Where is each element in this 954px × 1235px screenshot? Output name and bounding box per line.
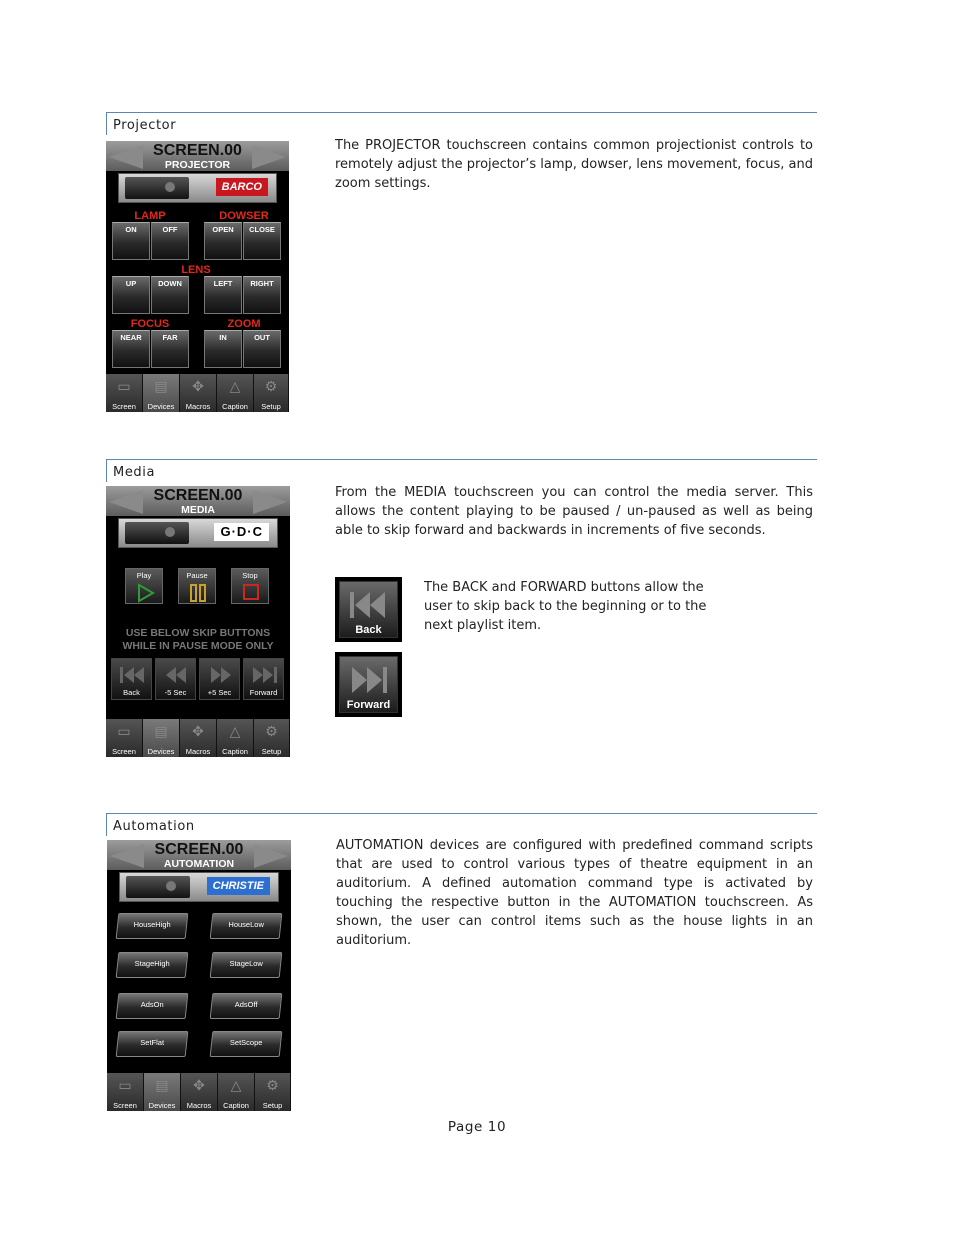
tab-screen[interactable]: ▭ Screen bbox=[107, 1073, 144, 1111]
lens-up-button[interactable]: UP bbox=[112, 276, 150, 314]
zoom-out-button[interactable]: OUT bbox=[243, 330, 281, 368]
ads-on-button[interactable]: AdsOn bbox=[116, 993, 189, 1019]
tab-caption[interactable]: △ Caption bbox=[217, 719, 254, 757]
set-flat-button[interactable]: SetFlat bbox=[116, 1031, 189, 1057]
skip-forward-icon bbox=[340, 661, 397, 701]
gear-icon: ⚙ bbox=[266, 1077, 279, 1093]
house-high-button[interactable]: HouseHigh bbox=[116, 913, 189, 939]
stage-high-button[interactable]: StageHigh bbox=[116, 952, 189, 978]
skip-back-icon bbox=[340, 586, 397, 626]
pause-button[interactable]: Pause bbox=[178, 568, 216, 604]
caption-icon: △ bbox=[229, 723, 241, 739]
screen-title: SCREEN.00 bbox=[153, 487, 243, 504]
forward-label: Forward bbox=[346, 699, 391, 711]
screen-title: SCREEN.00 bbox=[153, 142, 242, 159]
section-title: Media bbox=[113, 465, 156, 480]
tab-screen[interactable]: ▭ Screen bbox=[106, 374, 143, 412]
screen-subtitle: AUTOMATION bbox=[163, 858, 235, 870]
lamp-off-button[interactable]: OFF bbox=[151, 222, 189, 260]
automation-touchscreen bbox=[107, 840, 291, 1111]
tab-devices[interactable]: ▤ Devices bbox=[143, 374, 180, 412]
stage-low-button[interactable]: StageLow bbox=[210, 952, 283, 978]
section-title: Automation bbox=[113, 819, 195, 834]
skip-back-button[interactable]: Back bbox=[111, 658, 152, 700]
house-low-button[interactable]: HouseLow bbox=[210, 913, 283, 939]
screen-icon: ▭ bbox=[118, 1077, 132, 1093]
media-server-image-icon bbox=[125, 522, 189, 544]
lens-right-button[interactable]: RIGHT bbox=[243, 276, 281, 314]
forward-button-image bbox=[335, 652, 402, 717]
tab-devices[interactable]: ▤ Devices bbox=[144, 1073, 181, 1111]
tab-setup[interactable]: ⚙ Setup bbox=[254, 374, 289, 412]
tab-bar bbox=[107, 1073, 291, 1111]
panel-topbar bbox=[106, 486, 290, 516]
lens-group-title: LENS bbox=[181, 264, 211, 276]
play-button[interactable]: Play bbox=[125, 568, 163, 604]
section-header-automation bbox=[106, 813, 817, 836]
tab-macros[interactable]: ✥ Macros bbox=[181, 1073, 218, 1111]
projector-description: The PROJECTOR touchscreen contains common projectionist controls to remotely adjust the projector’s lamp, dowser, lens movement, focus, and zoom settings. bbox=[335, 138, 813, 191]
device-banner bbox=[119, 872, 279, 902]
focus-near-button[interactable]: NEAR bbox=[112, 330, 150, 368]
caption-icon: △ bbox=[229, 378, 241, 394]
devices-icon: ▤ bbox=[154, 378, 168, 394]
screen-subtitle: MEDIA bbox=[181, 504, 215, 516]
skip-note-line-2: WHILE IN PAUSE MODE ONLY bbox=[122, 640, 274, 652]
focus-group-title: FOCUS bbox=[130, 318, 170, 330]
tab-bar bbox=[106, 374, 289, 412]
device-banner bbox=[118, 518, 278, 548]
barco-logo: BARCO bbox=[216, 178, 268, 196]
gear-icon: ⚙ bbox=[264, 378, 278, 394]
focus-far-button[interactable]: FAR bbox=[151, 330, 189, 368]
media-description: From the MEDIA touchscreen you can control the media server. This allows the content playing to be paused / un-paused as well as being able to skip forward and backwards in increments of five seconds. bbox=[335, 485, 813, 538]
gdc-logo: G·D·C bbox=[214, 523, 269, 541]
macros-icon: ✥ bbox=[193, 1077, 205, 1093]
ads-off-button[interactable]: AdsOff bbox=[210, 993, 283, 1019]
tab-setup[interactable]: ⚙ Setup bbox=[254, 719, 290, 757]
devices-icon: ▤ bbox=[155, 1077, 169, 1093]
dowser-close-button[interactable]: CLOSE bbox=[243, 222, 281, 260]
screen-icon: ▭ bbox=[117, 723, 131, 739]
page-number: Page 10 bbox=[447, 1119, 507, 1135]
automation-description: AUTOMATION devices are configured with predefined command scripts that are used to control various types of theatre equipment in an auditorium. A defined automation command type is activated by touching the respective button in the AUTOMATION touchscreen. As shown, the user can control items such as the house lights in an auditorium. bbox=[336, 838, 813, 948]
tab-bar bbox=[106, 719, 290, 757]
back-button-image bbox=[335, 577, 402, 642]
screen-title: SCREEN.00 bbox=[154, 841, 244, 858]
skip-plus-5-button[interactable]: +5 Sec bbox=[199, 658, 240, 700]
section-header-media bbox=[106, 459, 817, 482]
device-banner bbox=[118, 173, 277, 203]
lamp-group-title: LAMP bbox=[134, 210, 166, 222]
lens-down-button[interactable]: DOWN bbox=[151, 276, 189, 314]
zoom-in-button[interactable]: IN bbox=[204, 330, 242, 368]
skip-note-line-1: USE BELOW SKIP BUTTONS bbox=[125, 627, 271, 639]
projector-image-icon bbox=[125, 177, 189, 199]
screen-icon: ▭ bbox=[117, 378, 131, 394]
screen-subtitle: PROJECTOR bbox=[164, 159, 231, 171]
section-header-projector bbox=[106, 112, 817, 135]
stop-icon bbox=[232, 569, 270, 605]
projector-touchscreen bbox=[106, 141, 289, 412]
dowser-open-button[interactable]: OPEN bbox=[204, 222, 242, 260]
stop-button[interactable]: Stop bbox=[231, 568, 269, 604]
tab-setup[interactable]: ⚙ Setup bbox=[255, 1073, 291, 1111]
tab-macros[interactable]: ✥ Macros bbox=[180, 719, 217, 757]
zoom-group-title: ZOOM bbox=[227, 318, 261, 330]
skip-minus-5-button[interactable]: -5 Sec bbox=[155, 658, 196, 700]
skip-forward-icon bbox=[244, 661, 285, 689]
macros-icon: ✥ bbox=[192, 378, 204, 394]
tab-screen[interactable]: ▭ Screen bbox=[106, 719, 143, 757]
christie-logo: CHRISTIE bbox=[207, 877, 270, 895]
tab-caption[interactable]: △ Caption bbox=[218, 1073, 255, 1111]
play-icon bbox=[126, 569, 164, 605]
set-scope-button[interactable]: SetScope bbox=[210, 1031, 283, 1057]
skip-forward-button[interactable]: Forward bbox=[243, 658, 284, 700]
fast-forward-icon bbox=[200, 661, 241, 689]
automation-unit-image-icon bbox=[126, 876, 190, 898]
back-label: Back bbox=[355, 624, 382, 636]
panel-topbar bbox=[107, 840, 291, 870]
rewind-icon bbox=[156, 661, 197, 689]
panel-topbar bbox=[106, 141, 289, 171]
lens-left-button[interactable]: LEFT bbox=[204, 276, 242, 314]
pause-icon bbox=[179, 569, 217, 605]
media-skip-note: The BACK and FORWARD buttons allow the user to skip back to the beginning or to the next playlist item. bbox=[424, 580, 707, 633]
section-title: Projector bbox=[113, 118, 177, 133]
skip-back-icon bbox=[112, 661, 153, 689]
macros-icon: ✥ bbox=[192, 723, 204, 739]
devices-icon: ▤ bbox=[154, 723, 168, 739]
media-touchscreen bbox=[106, 486, 290, 757]
tab-macros[interactable]: ✥ Macros bbox=[180, 374, 217, 412]
lamp-on-button[interactable]: ON bbox=[112, 222, 150, 260]
dowser-group-title: DOWSER bbox=[219, 210, 269, 222]
tab-devices[interactable]: ▤ Devices bbox=[143, 719, 180, 757]
caption-icon: △ bbox=[230, 1077, 242, 1093]
tab-caption[interactable]: △ Caption bbox=[217, 374, 254, 412]
gear-icon: ⚙ bbox=[265, 723, 278, 739]
